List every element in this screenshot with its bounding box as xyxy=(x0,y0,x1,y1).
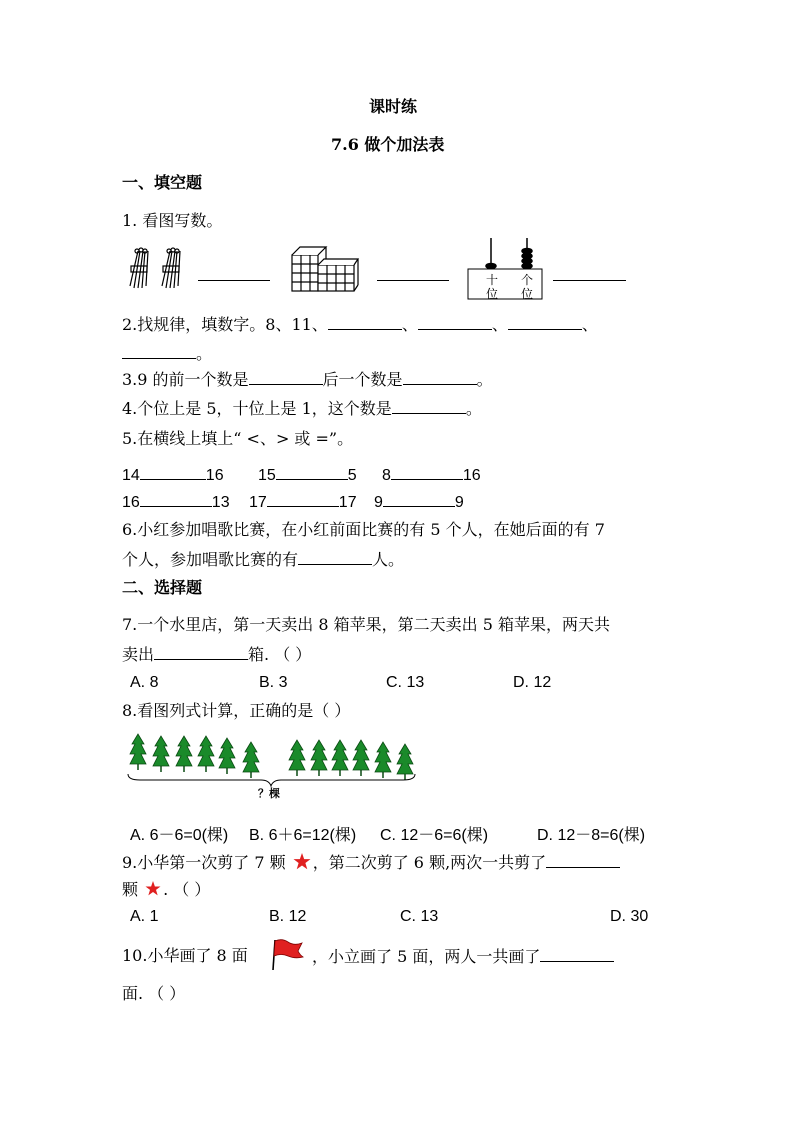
compare-row-1-c xyxy=(382,464,481,486)
lesson-title: 7.6 做个加法表 xyxy=(331,135,445,154)
answer-blank-q9[interactable] xyxy=(546,852,620,868)
tree-icon xyxy=(311,740,327,776)
compare-row-1-b xyxy=(258,464,357,486)
question-3-part-b: 后一个数是 xyxy=(322,370,403,389)
answer-blank-q3-b[interactable] xyxy=(403,369,477,385)
number: 8 xyxy=(382,467,391,484)
answer-blank-q1-c[interactable] xyxy=(553,265,626,281)
question-4-text xyxy=(122,398,482,419)
q7-option-c[interactable]: C. 13 xyxy=(386,674,425,691)
question-2-prompt: 2.找规律，填数字。8、11、 xyxy=(122,315,328,334)
abacus-tens-label-top: 十 xyxy=(486,273,499,287)
abacus-ones-label-bottom: 位 xyxy=(521,287,534,301)
question-10-line-2: 面. （ ） xyxy=(122,984,186,1003)
number: 17 xyxy=(249,494,267,511)
compare-row-2-b xyxy=(249,491,357,513)
compare-blank[interactable] xyxy=(140,491,212,507)
number: 15 xyxy=(258,467,276,484)
q9-option-b[interactable]: B. 12 xyxy=(269,908,307,925)
question-2-line-2 xyxy=(122,343,212,364)
answer-blank-q2-c[interactable] xyxy=(508,314,582,330)
question-7-unit: 箱. （ ） xyxy=(248,645,312,664)
q8-option-c[interactable]: C. 12－6=6(棵) xyxy=(380,827,489,844)
number: 9 xyxy=(454,494,464,511)
tree-icon xyxy=(353,740,369,776)
answer-blank-q4[interactable] xyxy=(392,398,466,414)
q9-option-c[interactable]: C. 13 xyxy=(400,908,439,925)
period: 。 xyxy=(476,370,493,389)
question-3-part-a: 3.9 的前一个数是 xyxy=(122,370,249,389)
question-1-text: 1. 看图写数。 xyxy=(122,211,223,230)
question-6-line-1: 6.小红参加唱歌比赛，在小红前面比赛的有 5 个人，在她后面的有 7 xyxy=(122,520,605,539)
section-choice-title: 二、选择题 xyxy=(122,578,203,597)
question-3-text xyxy=(122,369,493,390)
compare-blank[interactable] xyxy=(391,464,463,480)
tree-icon xyxy=(130,734,146,770)
question-9-bracket: . （ ） xyxy=(163,880,211,899)
tree-icon xyxy=(198,736,214,772)
brace-label: ？棵 xyxy=(258,788,280,800)
answer-blank-q2-b[interactable] xyxy=(418,314,492,330)
tree-icon xyxy=(375,742,391,778)
compare-blank[interactable] xyxy=(383,491,455,507)
section-fill-in-title: 一、填空题 xyxy=(122,173,203,192)
question-6-prompt: 个人，参加唱歌比赛的有 xyxy=(122,550,299,569)
compare-blank[interactable] xyxy=(140,464,206,480)
compare-blank[interactable] xyxy=(276,464,348,480)
question-9-line-2 xyxy=(122,880,210,900)
question-2-text xyxy=(122,314,598,335)
tree-icon xyxy=(153,736,169,772)
question-9-prompt-a: 9.小华第一次剪了 7 颗 xyxy=(122,853,286,872)
question-8-text: 8.看图列式计算，正确的是（ ） xyxy=(122,701,351,720)
answer-blank-q1-b[interactable] xyxy=(377,265,449,281)
compare-blank[interactable] xyxy=(267,491,339,507)
tree-icon xyxy=(243,742,259,778)
tree-icon xyxy=(176,736,192,772)
answer-blank-q3-a[interactable] xyxy=(249,369,323,385)
answer-blank-q6[interactable] xyxy=(298,549,372,565)
question-4-prompt: 4.个位上是 5，十位上是 1，这个数是 xyxy=(122,399,392,418)
answer-blank-q1-a[interactable] xyxy=(198,265,270,281)
q8-option-b[interactable]: B. 6＋6=12(棵) xyxy=(249,827,357,844)
compare-row-2 xyxy=(122,491,230,513)
page-title: 课时练 xyxy=(369,97,418,116)
cube-blocks-icon xyxy=(290,243,360,293)
separator: 、 xyxy=(491,315,508,334)
q7-option-a[interactable]: A. 8 xyxy=(130,674,159,691)
question-7-line-1: 7.一个水里店，第一天卖出 8 箱苹果，第二天卖出 5 箱苹果，两天共 xyxy=(122,615,610,634)
q9-option-a[interactable]: A. 1 xyxy=(130,908,159,925)
question-10-prompt-b: ，小立画了 5 面，两人一共画了 xyxy=(312,947,541,966)
q9-option-d[interactable]: D. 30 xyxy=(610,908,649,925)
question-7-line-2 xyxy=(122,644,311,665)
number: 14 xyxy=(122,467,140,484)
question-7-prompt: 卖出 xyxy=(122,645,155,664)
red-star-icon xyxy=(145,881,161,896)
answer-blank-q7[interactable] xyxy=(154,644,248,660)
red-star-icon xyxy=(293,853,311,870)
stick-bundles-icon xyxy=(120,246,190,291)
tree-icon xyxy=(219,738,235,774)
answer-blank-q2-d[interactable] xyxy=(122,343,196,359)
tree-icon xyxy=(397,744,413,780)
question-9-prompt-b: ，第二次剪了 6 颗,两次一共剪了 xyxy=(312,853,547,872)
question-6-line-2 xyxy=(122,549,404,570)
red-flag-icon xyxy=(270,937,306,971)
question-9-unit: 颗 xyxy=(122,880,139,899)
period: 。 xyxy=(196,344,213,363)
number: 17 xyxy=(338,494,357,511)
tree-icon xyxy=(332,740,348,776)
q7-option-b[interactable]: B. 3 xyxy=(259,674,288,691)
q8-option-a[interactable]: A. 6－6=0(棵) xyxy=(130,827,229,844)
question-9-line-1 xyxy=(122,852,620,873)
question-10-prompt-a: 10.小华画了 8 面 xyxy=(122,946,248,965)
abacus-ones-label-top: 个 xyxy=(521,273,534,287)
q8-option-d[interactable]: D. 12－8=6(棵) xyxy=(537,827,646,844)
separator: 、 xyxy=(581,315,598,334)
q7-option-d[interactable]: D. 12 xyxy=(513,674,552,691)
number: 16 xyxy=(122,494,140,511)
number: 13 xyxy=(211,494,230,511)
number: 5 xyxy=(347,467,357,484)
number: 16 xyxy=(462,467,481,484)
question-5-text: 5.在横线上填上“ <、> 或 =”。 xyxy=(122,429,354,448)
question-6-unit: 人。 xyxy=(372,550,405,569)
question-10-line-1 xyxy=(312,946,614,967)
answer-blank-q2-a[interactable] xyxy=(328,314,402,330)
trees-figure xyxy=(125,730,425,790)
period: 。 xyxy=(465,399,482,418)
answer-blank-q10[interactable] xyxy=(540,946,614,962)
number: 9 xyxy=(374,494,383,511)
separator: 、 xyxy=(401,315,418,334)
number: 16 xyxy=(205,467,224,484)
tree-icon xyxy=(289,740,305,776)
abacus-figure xyxy=(467,236,543,300)
compare-row-1 xyxy=(122,464,224,486)
compare-row-2-c xyxy=(374,491,464,513)
abacus-tens-label-bottom: 位 xyxy=(486,287,499,301)
